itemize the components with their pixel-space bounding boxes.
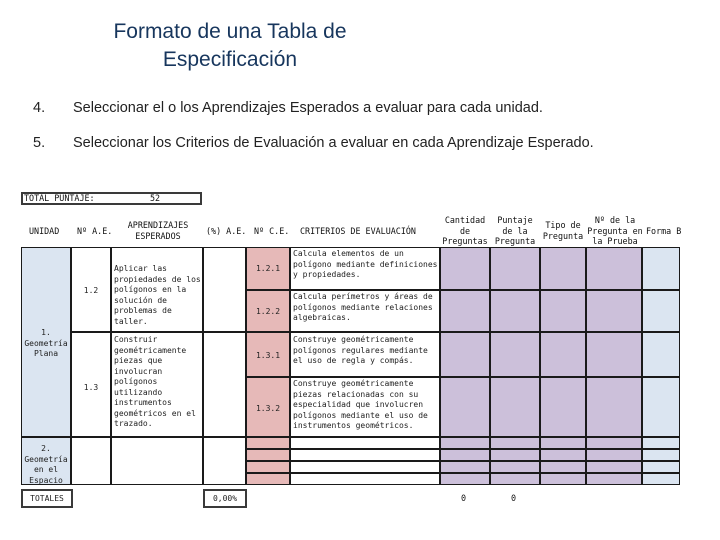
ce-num-cell[interactable] (246, 377, 290, 437)
puntaje-cell[interactable] (490, 461, 540, 473)
puntaje-cell[interactable] (490, 473, 540, 485)
total-puntaje-value: 52 (150, 193, 161, 203)
step-number: 5. (33, 135, 46, 151)
forma-b-cell[interactable] (642, 247, 680, 290)
criterio-cell[interactable] (290, 377, 440, 437)
cantidad-cell[interactable] (440, 332, 490, 377)
num-pregunta-cell[interactable] (586, 247, 642, 290)
puntaje-cell[interactable] (490, 332, 540, 377)
tipo-cell[interactable] (540, 437, 586, 449)
num-pregunta-cell[interactable] (586, 461, 642, 473)
ce-num-cell[interactable] (246, 473, 290, 485)
ae-text: Aplicar las propiedades de los polígonos en la solución de problemas de taller. (114, 264, 201, 326)
ce-num: 1.3.2 (255, 404, 281, 413)
num-pregunta-cell[interactable] (586, 332, 642, 377)
cantidad-cell[interactable] (440, 247, 490, 290)
forma-b-cell[interactable] (642, 473, 680, 485)
header-forma: Forma B (646, 226, 682, 236)
forma-b-cell[interactable] (642, 290, 680, 332)
ce-num-cell[interactable] (246, 437, 290, 449)
criterio-cell[interactable] (290, 332, 440, 377)
ae-num-cell[interactable] (71, 437, 111, 485)
total-puntaje-label: TOTAL PUNTAJE: (24, 193, 95, 203)
totales-cantidad: 0 (461, 493, 467, 503)
pct-ae-cell[interactable] (203, 437, 246, 485)
num-pregunta-cell[interactable] (586, 473, 642, 485)
ce-num-cell[interactable] (246, 461, 290, 473)
ae-text: Construir geométricamente piezas que involucran polígonos utilizando instrumentos geométricos en el trazado. (114, 335, 196, 428)
totales-label: TOTALES (30, 494, 64, 503)
puntaje-cell[interactable] (490, 437, 540, 449)
pct-ae-cell[interactable] (203, 247, 246, 332)
ae-num-cell[interactable] (71, 332, 111, 437)
forma-b-cell[interactable] (642, 437, 680, 449)
header-pct-ae: (%) A.E. (206, 226, 247, 236)
step-number: 4. (33, 100, 46, 116)
ce-num: 1.2.1 (255, 264, 281, 273)
ce-num-cell[interactable] (246, 290, 290, 332)
criterio-text: Calcula perímetros y áreas de polígonos mediante relaciones algebraicas. (293, 292, 433, 322)
ae-cell[interactable] (111, 332, 203, 437)
pct-ae-cell[interactable] (203, 332, 246, 437)
ae-cell[interactable] (111, 247, 203, 332)
num-pregunta-cell[interactable] (586, 449, 642, 461)
header-criterios: CRITERIOS DE EVALUACIÓN (300, 226, 416, 236)
header-num-pregunta: Nº de la Pregunta en la Prueba (587, 215, 643, 246)
criterio-cell[interactable] (290, 473, 440, 485)
puntaje-cell[interactable] (490, 290, 540, 332)
header-ce-num: Nº C.E. (254, 226, 290, 236)
criterio-cell[interactable] (290, 461, 440, 473)
num-pregunta-cell[interactable] (586, 290, 642, 332)
ce-num: 1.3.1 (255, 351, 281, 360)
ce-num-cell[interactable] (246, 332, 290, 377)
num-pregunta-cell[interactable] (586, 377, 642, 437)
criterio-cell[interactable] (290, 290, 440, 332)
criterio-cell[interactable] (290, 247, 440, 290)
tipo-cell[interactable] (540, 290, 586, 332)
num-pregunta-cell[interactable] (586, 437, 642, 449)
tipo-cell[interactable] (540, 332, 586, 377)
forma-b-cell[interactable] (642, 461, 680, 473)
criterio-text: Construye geométricamente polígonos regulares mediante el uso de regla y compás. (293, 335, 428, 365)
ce-num-cell[interactable] (246, 449, 290, 461)
forma-b-cell[interactable] (642, 449, 680, 461)
unit-label: 1. Geometría Plana (24, 328, 68, 358)
header-ae-num: Nº A.E. (77, 226, 113, 236)
cantidad-cell[interactable] (440, 449, 490, 461)
cantidad-cell[interactable] (440, 437, 490, 449)
puntaje-cell[interactable] (490, 449, 540, 461)
step-text: Seleccionar el o los Aprendizajes Esperados a evaluar para cada unidad. (73, 100, 543, 116)
puntaje-cell[interactable] (490, 377, 540, 437)
tipo-cell[interactable] (540, 461, 586, 473)
unit-cell[interactable] (21, 437, 71, 485)
page-title: Formato de una Tabla de Especificación (113, 20, 347, 71)
tipo-cell[interactable] (540, 247, 586, 290)
criterio-text: Calcula elementos de un polígono mediante definiciones y propiedades. (293, 249, 438, 279)
ce-num-cell[interactable] (246, 247, 290, 290)
step-text: Seleccionar los Criterios de Evaluación a evaluar en cada Aprendizaje Esperado. (73, 135, 594, 151)
cantidad-cell[interactable] (440, 377, 490, 437)
ce-num: 1.2.2 (255, 307, 281, 316)
ae-num: 1.2 (83, 286, 99, 295)
header-unidad: UNIDAD (29, 226, 60, 236)
header-tipo: Tipo de Pregunta (542, 220, 584, 241)
totales-cell (21, 489, 73, 508)
ae-num: 1.3 (83, 383, 99, 392)
totales-puntaje: 0 (511, 493, 517, 503)
header-aprendizajes: APRENDIZAJES ESPERADOS (127, 220, 189, 241)
tipo-cell[interactable] (540, 449, 586, 461)
header-cantidad: Cantidad de Preguntas (442, 215, 488, 246)
ae-cell[interactable] (111, 437, 203, 485)
forma-b-cell[interactable] (642, 377, 680, 437)
totales-pct: 0,00% (212, 494, 238, 503)
criterio-text: Construye geométricamente piezas relacionadas con su especialidad que involucren polígonos mediante el uso de instrumentos geométricos. (293, 379, 428, 430)
criterio-cell[interactable] (290, 437, 440, 449)
cantidad-cell[interactable] (440, 461, 490, 473)
criterio-cell[interactable] (290, 449, 440, 461)
cantidad-cell[interactable] (440, 290, 490, 332)
tipo-cell[interactable] (540, 377, 586, 437)
unit-label: 2. Geometría en el Espacio (24, 444, 68, 485)
forma-b-cell[interactable] (642, 332, 680, 377)
cantidad-cell[interactable] (440, 473, 490, 485)
tipo-cell[interactable] (540, 473, 586, 485)
header-puntaje: Puntaje de la Pregunta (494, 215, 536, 246)
ae-num-cell[interactable] (71, 247, 111, 332)
totales-pct-cell (203, 489, 247, 508)
unit-cell[interactable] (21, 247, 71, 437)
puntaje-cell[interactable] (490, 247, 540, 290)
